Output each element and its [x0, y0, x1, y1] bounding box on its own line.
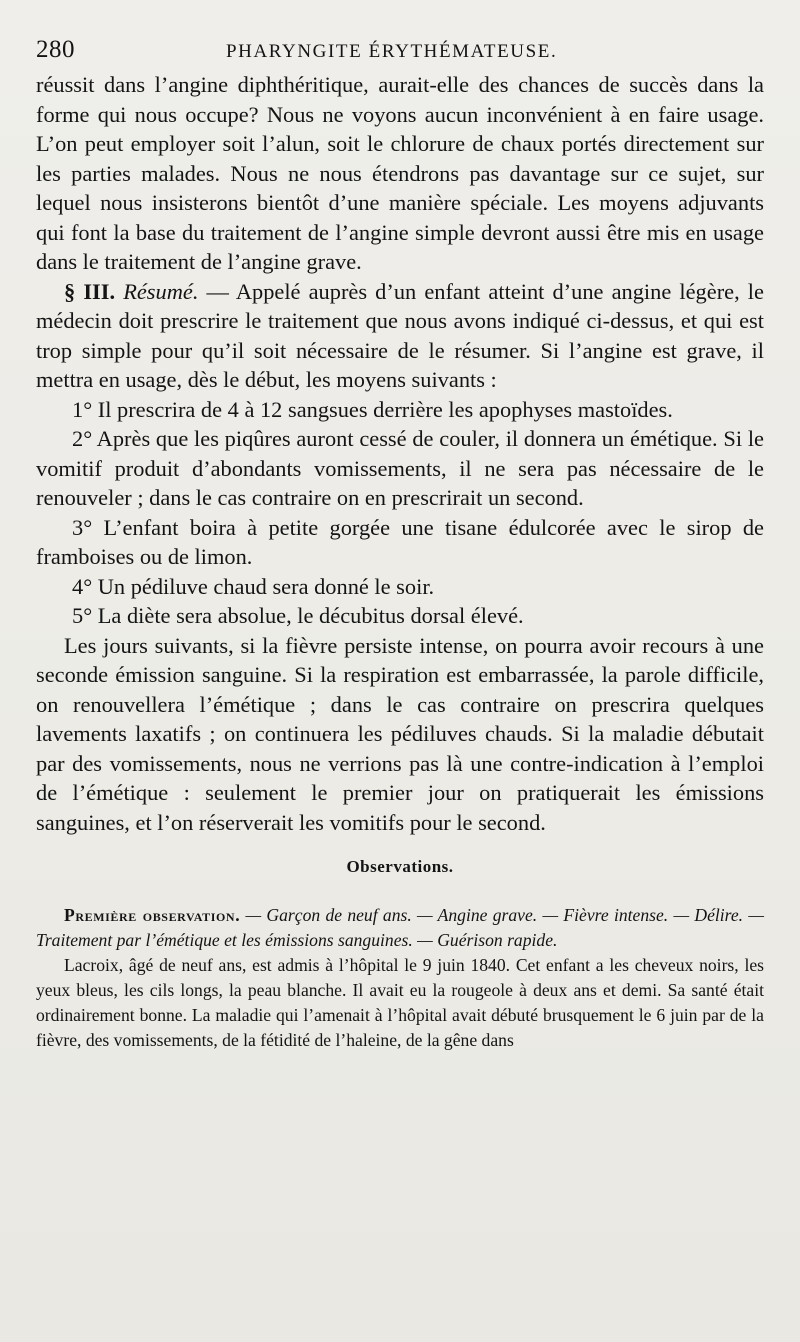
paragraph-continuation: réussit dans l’angine diphthéritique, aurait-elle des chances de succès dans la forme qui nous occupe? Nous ne voyons aucun inconvénient à en faire usage. L’on peut employer soit l’alun, soit le chlorure de chaux portés directement sur les parties malades. Nous ne nous étendrons pas davantage sur ce sujet, sur lequel nous insisterons bientôt d’une manière spéciale. Les moyens adjuvants qui font la base du traitement de l’angine simple devront aussi être mis en usage dans le traitement de l’angine grave. — [36, 72, 764, 274]
observation-label: Première observation. — [64, 905, 241, 925]
observation-title — [36, 903, 764, 953]
list-item-4: 4° Un pédiluve chaud sera donné le soir. — [72, 573, 435, 599]
paragraph-resume-text: — Appelé auprès d’un enfant atteint d’une angine légère, le médecin doit prescrire le traitement que nous avons indiqué ci-dessus, et qui est trop simple pour qu’il soit nécessaire de le résumer. Si l’angine est grave, il mettra en usage, dès le début, les moyens suivants : — [36, 278, 764, 392]
page-number: 280 — [36, 36, 75, 63]
list-item-5: 5° La diète sera absolue, le décubitus dorsal élevé. — [72, 603, 524, 628]
running-title: PHARYNGITE ÉRYTHÉMATEUSE. — [226, 41, 558, 62]
paragraph-resume — [36, 277, 764, 395]
observations-heading: Observations. — [346, 857, 454, 876]
list-item-3: 3° L’enfant boira à petite gorgée une tisane édulcorée avec le sirop de framboises ou de limon. — [36, 514, 764, 569]
paragraph-following-days: Les jours suivants, si la fièvre persiste intense, on pourra avoir recours à une seconde émission sanguine. Si la respiration est embarrassée, la parole difficile, on renouvellera l’émétique ; dans le cas contraire on prescrira quelques lavements laxatifs ; on continuera les pédiluves chauds. Si la maladie débutait par des vomissements, nous ne verrions pas là une contre-indication à l’emploi de l’émétique : seulement le premier jour on pratiquerait les émissions sanguines, et l’on réserverait les vomitifs pour le second. — [36, 632, 764, 835]
page-header — [36, 36, 766, 66]
main-text — [36, 70, 764, 1053]
section-number: § III. — [64, 278, 116, 304]
section-title: Résumé. — [123, 278, 199, 304]
list-item-2: 2° Après que les piqûres auront cessé de couler, il donnera un émétique. Si le vomitif produit d’abondants vomissements, il ne sera pas nécessaire de le renouveler ; dans le cas contraire on en prescrirait un second. — [36, 426, 764, 510]
observation-summary: — Garçon de neuf ans. — Angine grave. — Fièvre intense. — Délire. — Traitement par l’émétique et les émissions sanguines. — Guérison rapide. — [36, 905, 764, 950]
list-item-1: 1° Il prescrira de 4 à 12 sangsues derrière les apophyses mastoïdes. — [72, 396, 673, 422]
observation-text: Lacroix, âgé de neuf ans, est admis à l’hôpital le 9 juin 1840. Cet enfant a les cheveux noirs, les yeux bleus, les cils longs, la peau blanche. Il avait eu la rougeole à deux ans et demi. Sa santé était ordinairement bonne. La maladie qui l’amenait à l’hôpital avait débuté brusquement le 6 juin par de la fièvre, des vomissements, de la fétidité de l’haleine, de la gêne dans — [36, 955, 764, 1050]
